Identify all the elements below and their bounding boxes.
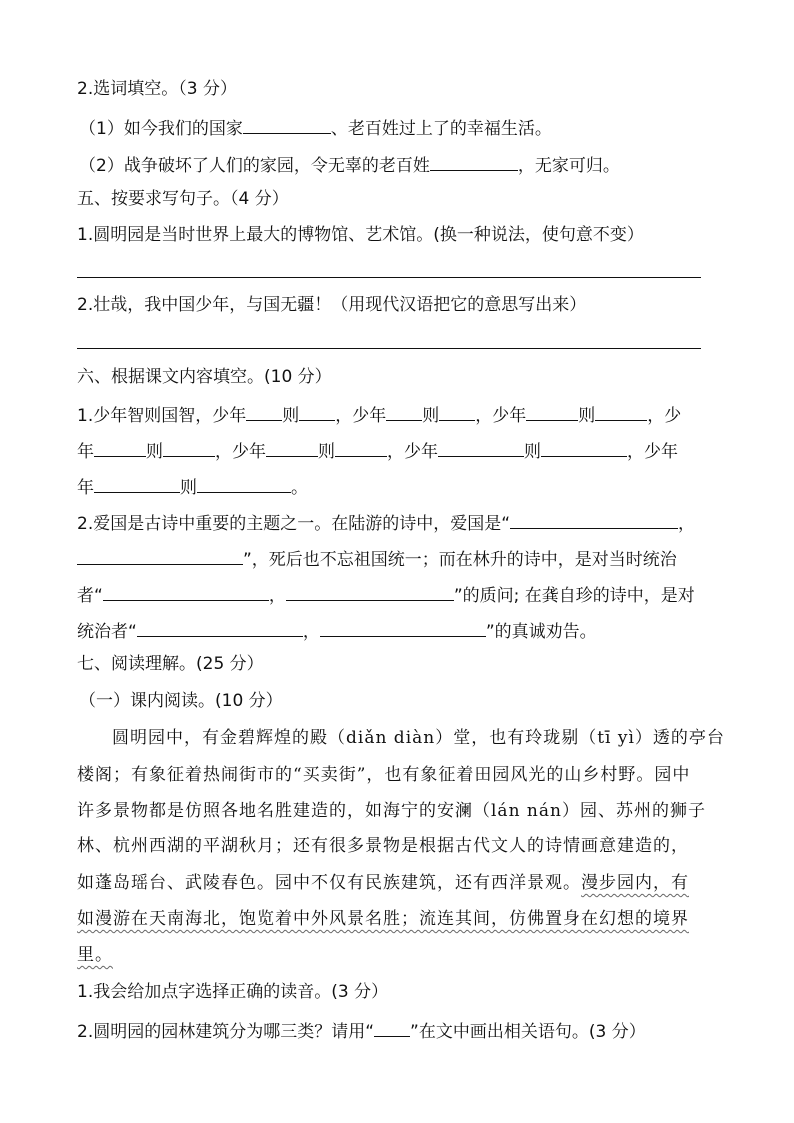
section-6-q1-line-1	[77, 402, 681, 427]
section-7-question-2	[77, 1018, 646, 1043]
q2-text: 者“	[77, 586, 103, 606]
blank-field[interactable]	[197, 474, 291, 493]
blank-field[interactable]	[77, 546, 243, 565]
ze-text: 则	[180, 478, 197, 498]
section-5-question-1: 1.圆明园是当时世界上最大的博物馆、艺术馆。(换一种说法，使句意不变）	[77, 225, 644, 245]
section-7-question-1: 1.我会给加点字选择正确的读音。(3 分）	[77, 982, 389, 1002]
section-5-title: 五、按要求写句子。（4 分）	[77, 189, 289, 209]
blank-field[interactable]	[286, 582, 454, 601]
section-6-q2-line-2	[77, 546, 677, 571]
section-6-q2-line-3	[77, 582, 695, 607]
wavy-underlined-text: 漫步园内，有	[581, 873, 689, 893]
comma-text: ，	[302, 622, 320, 642]
answer-line[interactable]	[77, 348, 701, 349]
q2-text: ”的真诚劝告。	[485, 622, 597, 642]
ze-text: 则	[422, 406, 440, 426]
underline-sample	[374, 1018, 410, 1037]
comma-text: ，	[475, 406, 493, 426]
ze-text: 则	[578, 406, 596, 426]
comma-text: ，	[268, 586, 286, 606]
subsection-1-title: （一）课内阅读。(10 分）	[79, 691, 283, 711]
section-6-q1-line-2	[77, 438, 678, 463]
passage-text: 如蓬岛瑶台、武陵春色。园中不仅有民族建筑，还有西洋景观。	[77, 873, 581, 893]
comma-text: ，	[627, 442, 644, 462]
shaonian-text: 少年	[352, 406, 387, 426]
q2-text: ”的质问; 在龚自珍的诗中，是对	[453, 586, 695, 606]
passage-text: 圆明园中，有金碧辉煌的殿（diǎn diàn）堂，也有玲珑剔（tī yì）透的亭台	[112, 728, 725, 748]
item-2-text-a: （2）战争破坏了人们的家园，令无辜的老百姓	[79, 156, 430, 176]
comma-text: ，	[335, 406, 353, 426]
q1-line-end: ，少	[647, 406, 682, 426]
blank-field[interactable]	[438, 438, 524, 457]
blank-field[interactable]	[246, 402, 282, 421]
answer-line[interactable]	[77, 277, 701, 278]
shaonian-text: 少年	[492, 406, 527, 426]
section-5-question-2: 2.壮哉，我中国少年，与国无疆！（用现代汉语把它的意思写出来）	[77, 295, 587, 315]
passage-line-1	[112, 727, 725, 749]
item-2-text-b: ，无家可归。	[517, 156, 620, 176]
blank-field[interactable]	[320, 618, 486, 637]
q2-text: 统治者“	[77, 622, 137, 642]
period-text: 。	[291, 478, 308, 498]
blank-field[interactable]	[526, 402, 578, 421]
blank-field[interactable]	[243, 115, 331, 134]
comma-text: ，	[678, 514, 696, 534]
blank-field[interactable]	[386, 402, 422, 421]
q2-text: ”在文中画出相关语句。(3 分）	[410, 1022, 646, 1042]
ze-text: 则	[146, 442, 163, 462]
section-6-title: 六、根据课文内容填空。(10 分）	[77, 367, 332, 387]
passage-line-2: 楼阁；有象征着热闹街市的“买卖街”，也有象征着田园风光的山乡村野。园中	[77, 765, 691, 785]
item-1-text-a: （1）如今我们的国家	[79, 119, 243, 139]
comma-text: ，	[387, 442, 404, 462]
shaonian-text: 少年	[404, 442, 438, 462]
comma-text: ，	[215, 442, 232, 462]
blank-field[interactable]	[510, 510, 678, 529]
section-7-title: 七、阅读理解。(25 分）	[77, 654, 264, 674]
passage-line-3: 许多景物都是仿照各地名胜建造的，如海宁的安澜（lán nán）园、苏州的狮子	[77, 801, 706, 821]
q2-text: 2.爱国是古诗中重要的主题之一。在陆游的诗中，爱国是“	[77, 514, 511, 534]
blank-field[interactable]	[137, 618, 303, 637]
q2-text: 2.圆明园的园林建筑分为哪三类？请用“	[77, 1022, 375, 1042]
shaonian-text: 少年	[644, 442, 678, 462]
q2-text: ”，死后也不忘祖国统一；而在林升的诗中，是对当时统治	[243, 550, 677, 570]
blank-field[interactable]	[94, 474, 180, 493]
nian-text: 年	[77, 442, 94, 462]
nian-text: 年	[77, 478, 94, 498]
ze-text: 则	[524, 442, 541, 462]
blank-field[interactable]	[163, 438, 215, 457]
blank-field[interactable]	[430, 152, 518, 171]
item-1-text-b: 、老百姓过上了的幸福生活。	[330, 119, 552, 139]
ze-text: 则	[282, 406, 300, 426]
blank-field[interactable]	[103, 582, 269, 601]
wavy-underlined-text: 如漫游在天南海北，饱览着中外风景名胜；流连其间，仿佛置身在幻想的境界	[77, 909, 689, 929]
shaonian-text: 少年	[232, 442, 266, 462]
passage-line-5	[77, 872, 689, 894]
passage-line-7	[77, 944, 113, 966]
passage-line-4: 林、杭州西湖的平湖秋月；还有很多景物是根据古代文人的诗情画意建造的，	[77, 836, 689, 856]
ze-text: 则	[318, 442, 335, 462]
blank-field[interactable]	[94, 438, 146, 457]
blank-field[interactable]	[266, 438, 318, 457]
wavy-underlined-text: 里。	[77, 945, 113, 965]
question-2-item-2	[79, 152, 620, 177]
blank-field[interactable]	[439, 402, 475, 421]
blank-field[interactable]	[299, 402, 335, 421]
section-6-q2-line-1	[77, 510, 695, 535]
section-6-q2-line-4	[77, 618, 597, 643]
section-6-q1-line-3	[77, 474, 308, 499]
blank-field[interactable]	[335, 438, 387, 457]
q1-text: 1.少年智则国智，少年	[77, 406, 247, 426]
blank-field[interactable]	[595, 402, 647, 421]
question-2-title: 2.选词填空。（3 分）	[77, 79, 237, 99]
blank-field[interactable]	[541, 438, 627, 457]
question-2-item-1	[79, 115, 552, 140]
passage-line-6	[77, 908, 689, 930]
